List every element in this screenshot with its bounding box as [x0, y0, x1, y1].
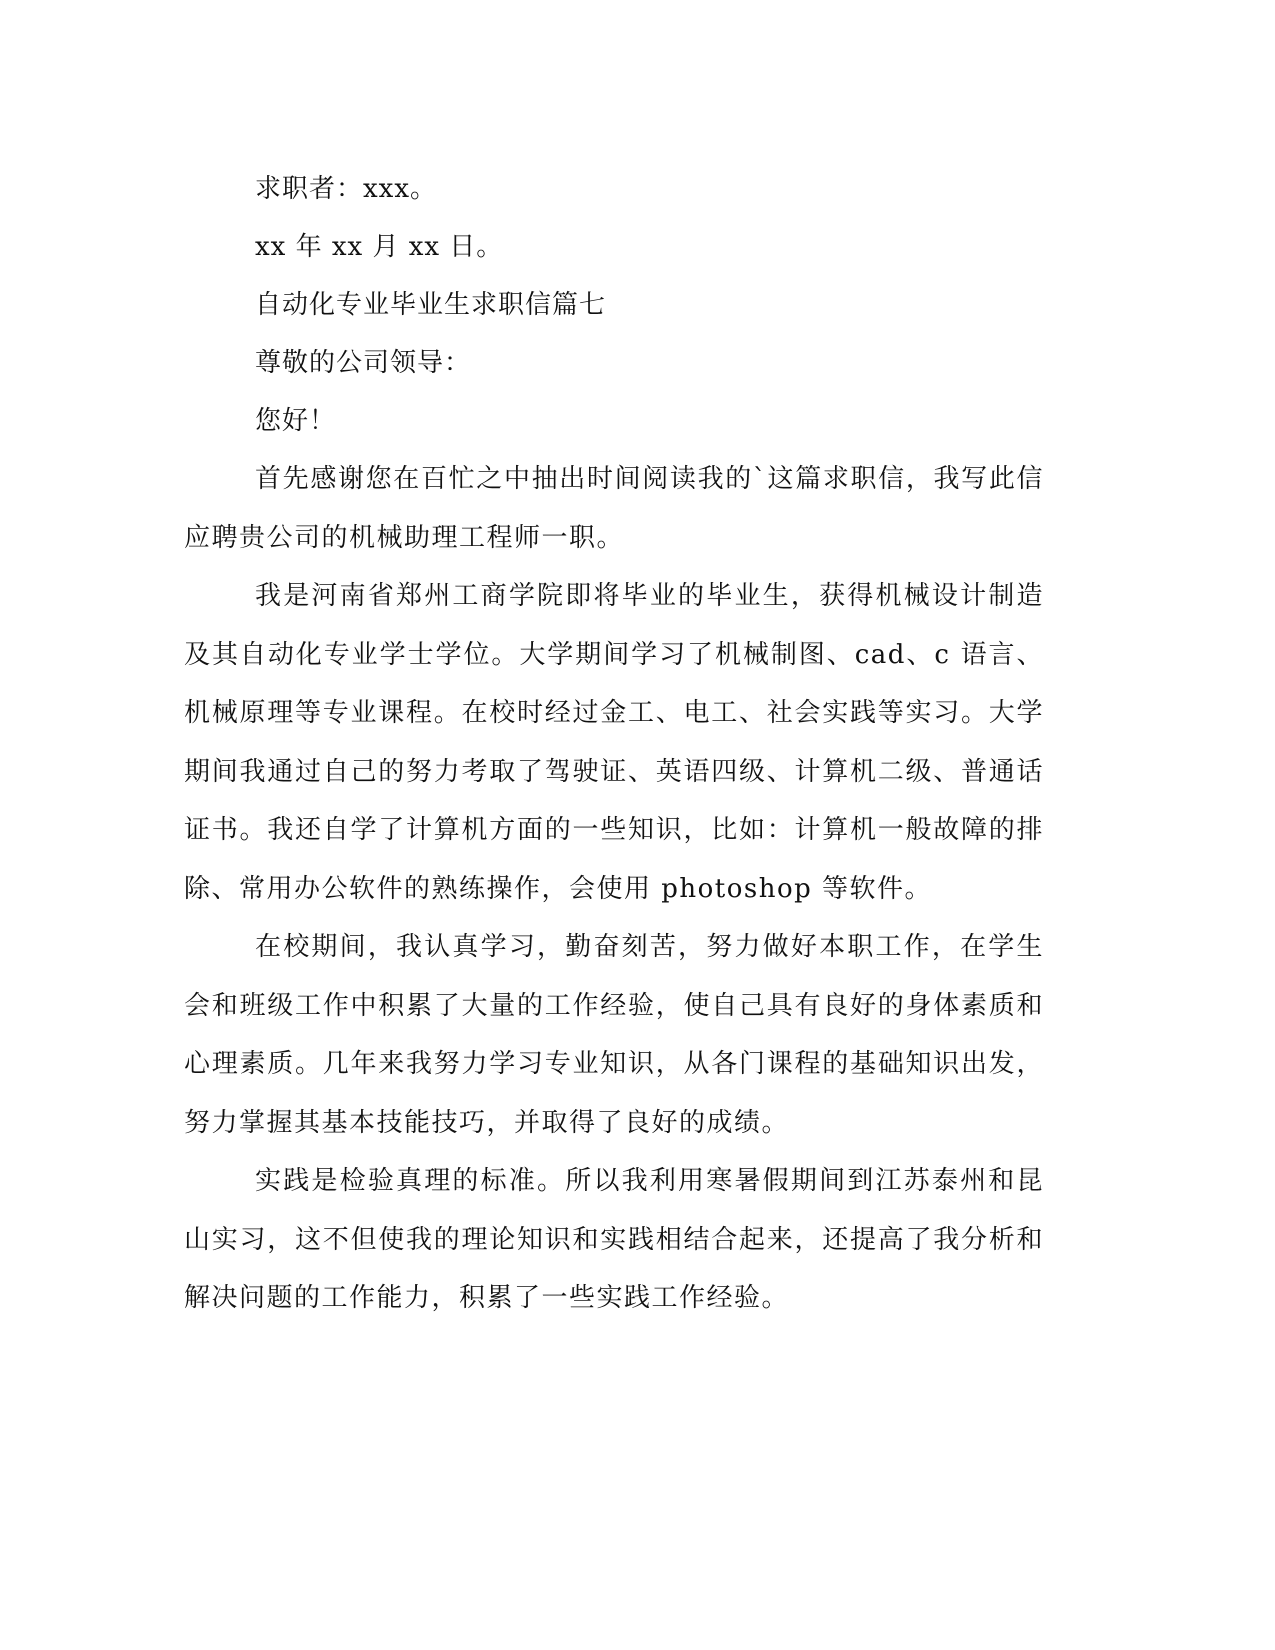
greeting: 您好！ — [255, 406, 337, 436]
paragraph-campus: 在校期间，我认真学习，勤奋刻苦，努力做好本职工作，在学生会和班级工作中积累了大量的工作经验，使自己具有良好的身体素质和心理素质。几年来我努力学习专业知识，从各门课程的基础知识出发，努力掌握其基本技能技巧，并取得了良好的成绩。 — [184, 932, 1044, 1138]
signoff-line: 求职者：xxx。 — [255, 174, 437, 204]
paragraph-intro: 首先感谢您在百忙之中抽出时间阅读我的`这篇求职信，我写此信应聘贵公司的机械助理工程师一职。 — [184, 464, 1044, 553]
letter-header — [184, 160, 1044, 450]
paragraph-practice: 实践是检验真理的标准。所以我利用寒暑假期间到江苏泰州和昆山实习，这不但使我的理论知识和实践相结合起来，还提高了我分析和解决问题的工作能力，积累了一些实践工作经验。 — [184, 1166, 1044, 1313]
document-title: 自动化专业毕业生求职信篇七 — [255, 290, 607, 320]
date-line: xx 年 xx 月 xx 日。 — [255, 232, 504, 262]
salutation: 尊敬的公司领导： — [255, 348, 472, 378]
paragraph-education: 我是河南省郑州工商学院即将毕业的毕业生，获得机械设计制造及其自动化专业学士学位。大学期间学习了机械制图、cad、c 语言、机械原理等专业课程。在校时经过金工、电工、社会实践等实习。大学期间我通过自己的努力考取了驾驶证、英语四级、计算机二级、普通话证书。我还自学了计算机方面的一些知识，比如：计算机一般故障的排除、常用办公软件的熟练操作，会使用 photoshop 等软件。 — [184, 581, 1044, 904]
document-body — [184, 160, 1044, 1328]
